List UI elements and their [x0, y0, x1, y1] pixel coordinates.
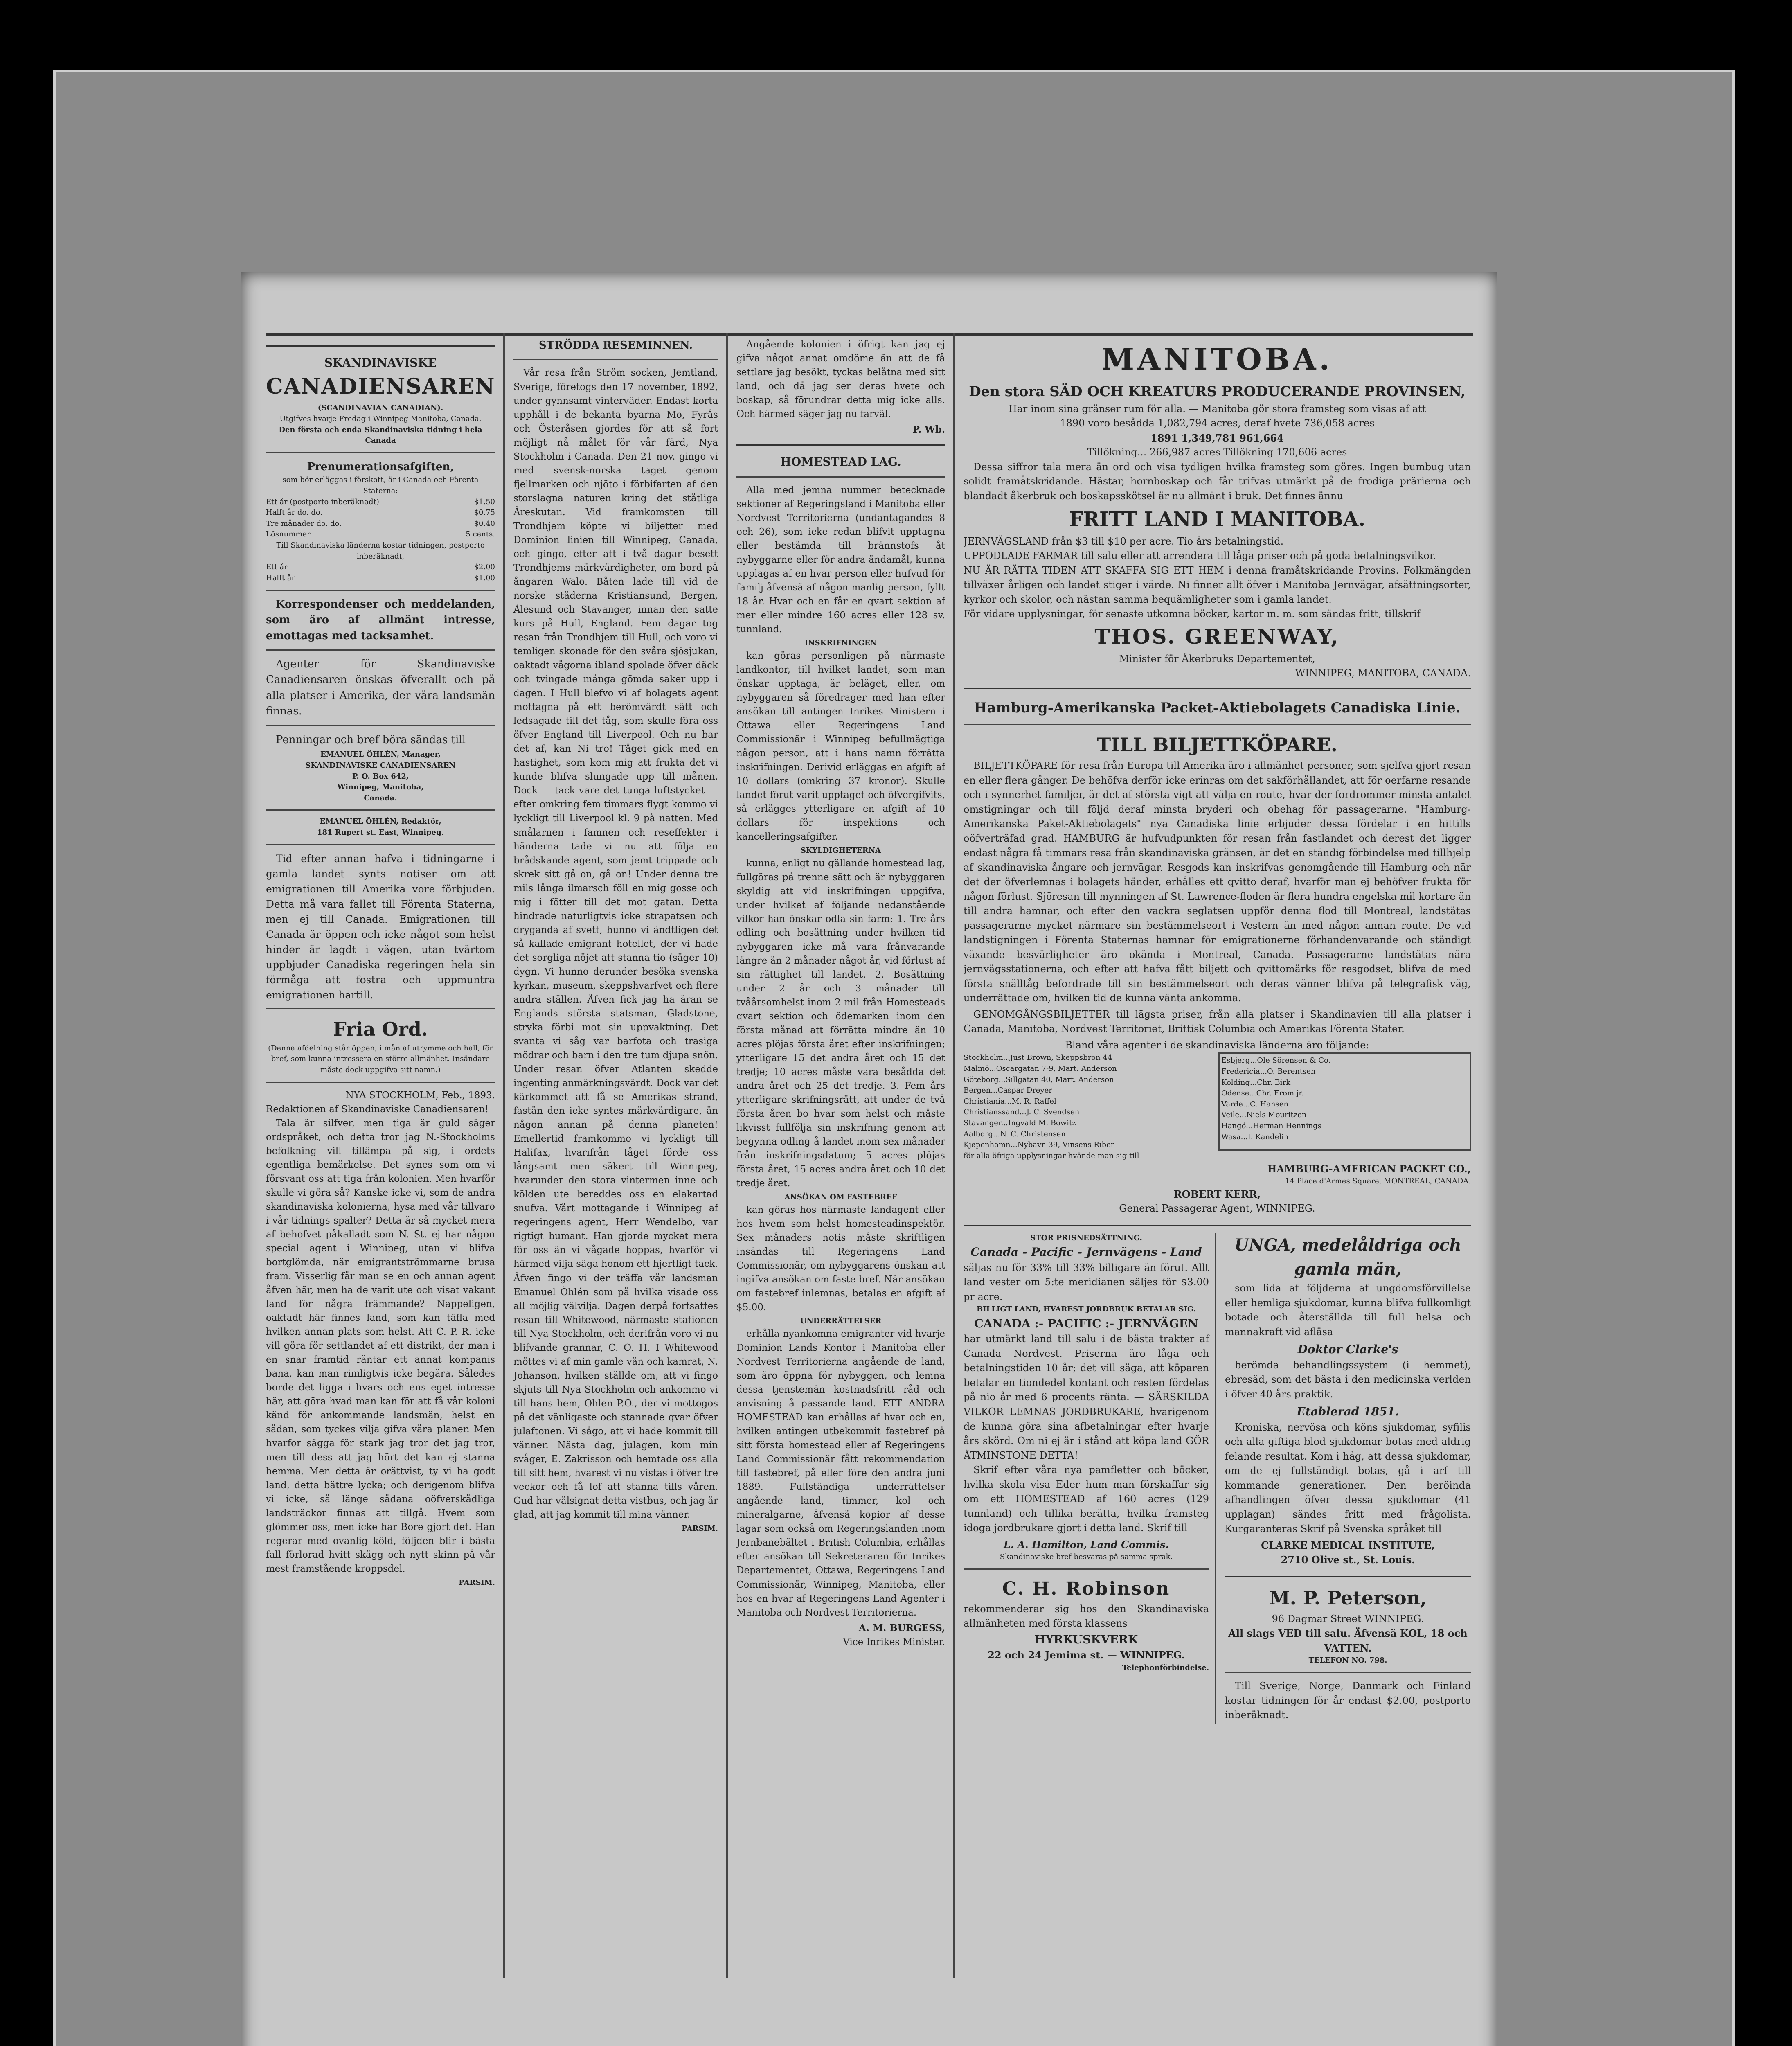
column-rule [726, 333, 728, 1978]
letter-body: Tala är silfver, men tiga är guld säger ordspråket, och detta tror jag N.-Stockholms befolkning vill tillämpa på sig, i ordets egentliga bemärkelse. Det synes som om vi försvant oss att tiga från kolonien. Men hvarför skulle vi göra så? Kanske icke vi, som de andra skandinaviska kolonierna, hysa med vår tillvaro i vår tidnings spalter? Detta är så mycket mera af behofvet påkalladt som N. St. ej har någon special agent i Winnipeg, utan vi blifva bortglömda, när emigrantströmmarne brusa fram. Visserlig får man se en och annan agent åfven här, men ha de varit ute och visat vakant land för några främmande? Nappeligen, oaktadt här finnes land, som kan täfla med hvilken annan plats som helst. Att C. P. R. icke vill göra för settlandet af ett distrikt, der man i en snar framtid räntar ett annat kompanis bana, kan man rimligtvis icke begära. Således borde det ligga i hvars och ens eget intresse här, att göra hvad man kan för att få vår koloni känd för ankommande landsmän, helst en sådan, som tyckes vilja gifva våra planer. Men hvarfor sägga för stark jag tror det jag tror, men till dess att jag hört det kan ej stanna hemma. Men detta är orättvist, ty vi ha godt land, detta bättre lycka; och derigenom blifva vi icke, så länge sådana oöfverskådliga landsträckor finnas att tillgå. Hvem som glömmer oss, men icke har Bore gjort det. Han regerar med ovanlig köld, följden blir i bästa fall förlorad hvitt skägg och nytt skinn på vår mest framstående kroppsdel. [266, 1118, 495, 1574]
article-signature: PARSIM. [682, 1524, 718, 1533]
stor-prisnedsattning: STOR PRISNEDSÄTTNING. [1030, 1233, 1142, 1242]
skyld-heading: SKYLDIGHETERNA [800, 846, 881, 855]
hamburg-line: Hamburg-Amerikanska Packet-Aktiebolagets Canadiska Linie. [974, 699, 1461, 716]
kerr-name: ROBERT KERR, [1173, 1188, 1261, 1200]
greenway-address: WINNIPEG, MANITOBA, CANADA. [1295, 667, 1471, 679]
price-label: Tre månader do. do. [266, 519, 342, 528]
uppodlade: UPPODLADE FARMAR till salu eller att arrendera till låga priser och på goda betalningsvilkor. [964, 550, 1436, 562]
cpr-land-text: säljas nu för 33% till 33% billigare än förut. Allt land vester om 5:te meridianen säljes för $3.00 pr acre. [964, 1262, 1209, 1302]
intro-signature: P. Wb. [912, 424, 945, 435]
agent-entry: Göteborg...Sillgatan 40, Mart. Anderson [964, 1075, 1114, 1084]
price-value: $0.40 [474, 519, 495, 528]
homestead-title: HOMESTEAD LAG. [780, 455, 901, 469]
clarke-name: Doktor Clarke's [1297, 1343, 1398, 1356]
pren-heading: Prenumerationsafgiften, [307, 460, 454, 473]
editor-name: EMANUEL ÖHLÉN, Redaktör, [320, 817, 441, 826]
for-vidare: För vidare upplysningar, för senaste utkomna böcker, kartor m. m. som sändas fritt, tillskrif [964, 608, 1421, 620]
skrif-text: Skrif efter våra nya pamfletter och böcker, hvilka skola visa Eder hum man förskaffar sig om ett HOMESTEAD af 160 acres (129 tunnland) och tillika berätta, hvilka framsteg idoga jordbrukare gjort i detta land. Skrif till [964, 1464, 1209, 1534]
column-rule [503, 333, 505, 1978]
price-list [266, 497, 495, 541]
unga-text: som lida af följderna af ungdomsförvillelse eller hemliga sjukdomar, kunna blifva fullkomligt botade och återställda till full helsa och mannakraft vid afläsa [1225, 1282, 1471, 1338]
fritt-land: FRITT LAND I MANITOBA. [1069, 508, 1365, 531]
manitoba-intro: Har inom sina gränser rum för alla. — Manitoba gör stora framsteg som visas af att [1008, 403, 1426, 415]
ad-area [964, 338, 1471, 1974]
agent-entry: Bergen...Caspar Dreyer [964, 1086, 1052, 1095]
hyrkuskverk: HYRKUSKVERK [1034, 1632, 1138, 1646]
colony-intro: Angående kolonien i öfrigt kan jag ej gifva något annat omdöme än att de få settlare jag besökt, tyckas belåtna med sitt land, och då jag ser deras hvete och boskap, så förundrar detta mig icke alls. Och härmed säger jag nu farväl. [736, 339, 945, 420]
address-line: SKANDINAVISKE CANADIENSAREN [305, 761, 456, 770]
hac-address: 14 Place d'Armes Square, MONTREAL, CANADA. [1285, 1177, 1471, 1186]
jernvagsland: JERNVÄGSLAND från $3 till $10 per acre. Tio års betalningstid. [964, 535, 1284, 547]
under-heading: UNDERRÄTTELSER [800, 1317, 882, 1326]
price-label: Halft år [266, 573, 295, 582]
letter-dateline: NYA STOCKHOLM, Feb., 1893. [345, 1090, 495, 1101]
masthead: SKANDINAVISKE [324, 356, 437, 370]
address-line: Winnipeg, Manitoba, [337, 783, 424, 792]
hyrk-address: 22 och 24 Jemima st. — WINNIPEG. [988, 1649, 1185, 1661]
price-row [266, 518, 495, 530]
telephone-note: Telephonförbindelse. [1122, 1663, 1209, 1672]
price-row [266, 497, 495, 508]
price-row [266, 529, 495, 540]
under-text: erhålla nyankomna emigranter vid hvarje Dominion Lands Kontor i Manitoba eller Nordvest Territorierna angående de land, som äro öppna för nybyggen, och lemna dessa tjenstemän kostnadsfritt råd och anvisning å passande land. ETT ANDRA HOMESTEAD kan erhållas af hvar och en, hvilken antingen utbekommit fastebref på sitt första homestead eller af Regeringens Land Commissionär fått rekommendation till fastebref, på eller före den andra juni 1889. Fullständiga underrättelser angående land, timmer, kol och mineralgarne, åfvensä kopior af desse lagar som också om Regeringslanden inom Jernbanebältet i British Columbia, erhållas efter ansökan till Sekreteraren för Inrikes Departementet, Ottawa, Regeringens Land Commissionär, Winnipeg, Manitoba, eller hos en hvar af Regeringens Land Agenter i Manitoba och Nordvest Territorierna. [736, 1328, 945, 1618]
clarke-ad [1225, 1233, 1471, 1724]
manitoba-title: MANITOBA. [1101, 342, 1333, 376]
robinson-name: C. H. Robinson [1002, 1578, 1171, 1599]
hac-name: HAMBURG-AMERICAN PACKET CO., [1267, 1163, 1471, 1175]
pren-intro: som bör erläggas i förskott, är i Canada och Förenta Staterna: [282, 475, 479, 495]
agent-entry: Veile...Niels Mouritzen [1221, 1111, 1307, 1120]
agent-entry: Aalborg...N. C. Christensen [964, 1129, 1066, 1138]
peterson-text: All slags VED till salu. Äfvensä KOL, 18 och VATTEN. [1228, 1627, 1468, 1654]
cpr-jernvagen-text: har utmärkt land till salu i de bästa trakter af Canada Nordvest. Priserna äro låga och betalningstiden 10 år; det vill säga, att köparen betalar en tiondedel kontant och resten fördelas på nio år med 6 procents ränta. — SÄRSKILDA VILKOR LEMNAS JORDBRUKARE, hvarigenom de kunna göra sina afbetalningar efter hvarje års skörd. Om ni ej är i stånd att köpa land GÖR ÄTMINSTONE DETTA! [964, 1333, 1209, 1461]
price-value: $0.75 [474, 508, 495, 517]
cpr-ad [964, 1233, 1216, 1724]
manitoba-text: Dessa siffror tala mera än ord och visa tydligen hvilka framsteg som göres. Ingen bumbug utan solidt framåtskridande. Hästar, hornboskap och får trifvas utmärkt på de frodiga prärierna och blandadt åkerbruk och boskapsskötsel är nu allmänt i bruk. Det finnes ännu [964, 461, 1471, 502]
billigt-land: BILLIGT LAND, HVAREST JORDBRUK BETALAR SIG. [977, 1305, 1196, 1314]
greenway-title: Minister för Åkerbruks Departementet, [1119, 653, 1315, 665]
column-2 [513, 338, 718, 1974]
scand-price-list [266, 562, 495, 584]
greenway-name: THOS. GREENWAY, [1094, 624, 1340, 649]
column-rule [953, 333, 955, 1978]
genomgang: GENOMGÅNGSBILJETTER till lägsta priser, från alla platser i Skandinavien till alla platser i Canada, Manitoba, Nordvest Territoriet, Brittisk Columbia och Amerikas Förenta Stater. [964, 1008, 1471, 1035]
paper-title: CANADIENSAREN [266, 374, 495, 399]
agent-entry: Stockholm...Just Brown, Skeppsbron 44 [964, 1053, 1112, 1062]
agent-entry: Malmö...Oscargatan 7-9, Mart. Anderson [964, 1064, 1117, 1073]
price-value: $2.00 [474, 563, 495, 572]
price-value: 5 cents. [466, 530, 495, 539]
etablerad: Etablerad 1851. [1297, 1405, 1399, 1419]
cmi-address: 2710 Olive st., St. Louis. [1281, 1554, 1415, 1566]
agent-entry: Stavanger...Ingvald M. Bowitz [964, 1119, 1076, 1128]
price-row [266, 562, 495, 573]
agent-entry: Christiania...M. R. Raffel [964, 1097, 1056, 1106]
biljett-text: BILJETTKÖPARE för resa från Europa till Amerika äro i allmänhet personer, som sjelfva gjort resan en eller flera gånger. De behöfva derför icke erinras om det sakförhållandet, att för oerfarne resande och i synnerhet familjer, är det af största vigt att välja en route, hvar der fordrommer minsta antalet omstigningar och till följd deraf minsta bryderi och obehag för passagerarne. "Hamburg-Amerikanska Paket-Aktiebolagets" nya Canadiska linie erbjuder dessa fördelar i en hittills oöfverträfad grad. HAMBURG är hufvudpunkten för resan från fastlandet och derest det ligger endast några få timmars resa från skandinaviska gränsen, är det en ständig förbindelse med tillhjelp af skandinaviska ångare och jernvägar. Resgods kan inskrifvas genomgående till Hamburg och när det der öfverlemnas i bolagets händer, erhålles ett qvitto deraf, hvarför man ej behöfver frukta för någon förlust. Sjöresan till mynningen af St. Lawrence-floden är flera hundra engelska mil kortare än till andra hamnar, och efter den vackra seglatsen uppför denna flod till Montreal, landstätas passagerarne mycket närmare sin bestämmelseort i Vestern än med någon annan route. De vid landstigningen i Förenta Staternas hamnar för emigrationerne förhandenvarande och ständigt växande besvärligheter äro okända i Montreal, Canada. Passagerarne landstätas nära jernvägsstationerna, och efter att hafva fått biljett och qvittomärks för resgodset, blifva de med första snälltåg befordrade till sin bestämmelseort och deras vänner blifva på telegrafisk väg, underrättade om, hvilken tid de kunna vänta ankomma. [964, 760, 1471, 1004]
fria-ord-title: Fria Ord. [333, 1018, 428, 1040]
article-title: STRÖDDA RESEMINNEN. [538, 339, 693, 352]
article-body: Vår resa från Ström socken, Jemtland, Sverige, företogs den 17 november, 1892, under gynnsamt vinterväder. Endast korta upphåll i de bekanta byarna Mo, Fyrås och Österåsen gjordes för att så fort möjligt nå målet för vår färd, Nya Stockholm i Canada. Den 21 nov. gingo vi med svensk-norska taget genom fjellmarken och njöto i förbifarten af den storslagna naturen kring det ståtliga Åreskutan. Vid framkomsten till Trondhjem köpte vi biljetter med Dominion linien till Winnipeg, Canada, och gingo, efter att i två dagar besett Trondhjems märkvärdigheter, om bord på ångaren Walo. Båten lade till vid de norske städerna Kristiansund, Bergen, Ålesund och Stavanger, innan den satte kurs på Hull, England. Fem dagar tog resan från Trondhjem till Hull, och voro vi temligen skonade för den svåra sjösjukan, oaktadt vågorna ibland spolade öfver däck och tvingade många gömda saker upp i dagen. I Hull blefvo vi af bolagets agent mottagna på ett berömvärdt sätt och ledsagade till det tåg, som skulle föra oss öfver England till Liverpool. Och nu bar det af, kan Ni tro! Tåget gick med en hastighet, som kom mig att frukta det vi kunde blifva slungade upp till månen. Dock — tack vare det tunga luftstycket — efter omkring fem timmars flygt kommo vi lyckligt till Liverpool kl. 9 på natten. Med smålarnen i famnen och reseffekter i händerna tade vi nu att följa en brådskande agent, som jemt trippade och skrek sitt gå on, gå on! Under denna tre mils långa ilmarsch föll en mig gosse och mig i fötter till det mot gatan. Detta hindrade naturligtvis icke strapatsen och dryganda af svett, hunno vi ändtligen det så kallade emigrant hotellet, der vi hade det sorgliga nöjet att stanna tio (säger 10) dygn. Vi hunno derunder besöka svenska kyrkan, museum, skeppshvarfvet och flere andra ställen. Åfven fick jag ha äran se Englands största statsman, Gladstone, stryka förbi mot sin uppvaktning. Det svanta vi såg var barfota och trasiga mödrar och barn i den tre tum djupa snön. Under resan öfver Atlanten skedde ingenting anmärkningsvärdt. Dock var det kärkommet att få se Amerikas strand, fastän den icke syntes märkvärdigare, än någon annan på denna planeten! Emellertid framkommo vi lyckligt till Halifax, hvarifrån tåget förde oss långsamt men säkert till Winnipeg, hvarunder den stora vintermen inne och kölden ute bereddes oss en elakartad snufva. Vårt mottagande i Winnipeg af regeringens agent, Herr Wendelbo, var rigtigt humant. Han gjorde mycket mera för oss än vi vågade hoppas, hvarför vi härmed vilja säga honom ett hjertligt tack. Åfven fingo vi der träffa vår landsman Emanuel Öhlén som på hvilka visade oss all möjlig välvilja. Dagen derpå fortsattes resan till Whitewood, närmaste stationen till Nya Stockholm, och derifrån voro vi nu blifvande grannar, C. O. H. I Whitewood möttes vi af min gamle vän och kamrat, N. Johanson, hvilken ställde om, att vi fingo skjuts till Nya Stockholm och ankommo vi till hans hem, Ohlen P.O., der vi mottogos på det vänligaste och stannade qvar öfver julaftonen. Vi sågo, att vi hade kommit till vänner. Nästa dag, julagen, kom min svåger, E. Zakrisson och hemtade oss alla till sitt hem, hvarest vi nu vistas i öfver tre veckor och få lof att stanna tills våren. Gud har välsignat detta vistbus, och jag är glad, att jag kommit till mina vänner. [513, 367, 718, 1521]
fria-ord-note: (Denna afdelning står öppen, i mån af utrymme och hall, för bref, som kunna intressera en större allmänhet. Insändare måste dock uppgifva sitt namn.) [268, 1043, 493, 1075]
unga-title: UNGA, medelåldriga och gamla män, [1234, 1235, 1461, 1279]
letter-greeting: Redaktionen af Skandinaviske Canadiensaren! [266, 1104, 489, 1115]
agent-entry: Kolding...Chr. Birk [1221, 1078, 1291, 1087]
lower-ads [964, 1233, 1471, 1724]
agent-entry: Christianssand...J. C. Svendsen [964, 1108, 1080, 1117]
column-1 [266, 338, 495, 1974]
inskr-heading: INSKRIFNINGEN [804, 639, 877, 647]
price-value: $1.00 [474, 573, 495, 582]
agent-entry: Odense...Chr. From jr. [1221, 1089, 1304, 1098]
issue-note: Utgifves hvarje Fredag i Winnipeg Manitoba, Canada. [279, 415, 482, 424]
agent-lists [964, 1052, 1471, 1151]
manitoba-subtitle: Den stora SÄD OCH KREATURS PRODUCERANDE PROVINSEN, [969, 383, 1466, 400]
price-label: Ett år [266, 563, 288, 572]
price-label: Halft år do. do. [266, 508, 323, 517]
cpr-land: Canada - Pacific - Jernvägens - Land [970, 1245, 1202, 1259]
top-rule [266, 333, 1473, 336]
korr-note: Korrespondenser och meddelanden, som äro af allmänt intresse, emottagas med tacksamhet. [266, 598, 495, 642]
address-line: P. O. Box 642, [352, 772, 409, 781]
agent-list-right [1218, 1052, 1471, 1151]
burgess-name: A. M. BURGESS, [858, 1622, 945, 1634]
agent-entry: Varde...C. Hansen [1221, 1100, 1289, 1109]
cmi-name: CLARKE MEDICAL INSTITUTE, [1261, 1539, 1435, 1551]
scand-intro: Till Skandinaviska länderna kostar tidningen, postporto inberäknadt, [276, 541, 485, 561]
motto: Den första och enda Skandinaviska tidning i hela Canada [279, 425, 482, 445]
stats-1891: 1891 1,349,781 961,664 [1150, 432, 1284, 444]
price-row [266, 507, 495, 518]
till-biljettkopare: TILL BILJETTKÖPARE. [1097, 733, 1337, 756]
agents-intro: Bland våra agenter i de skandinaviska länderna äro följande: [1065, 1039, 1369, 1051]
cpr-jernvagen: CANADA :- PACIFIC :- JERNVÄGEN [974, 1316, 1198, 1330]
agent-entry: Hangö...Herman Hennings [1221, 1122, 1321, 1131]
letter-signature: PARSIM. [459, 1578, 495, 1587]
agent-entry: Wasa...I. Kandelin [1221, 1132, 1289, 1141]
price-value: $1.50 [474, 497, 495, 506]
payment-note: Penningar och bref böra sändas till [276, 733, 466, 746]
clarke-text: berömda behandlingssystem (i hemmet), ebresäd, som det bästa i den medicinska verlden i öfver 40 års praktik. [1225, 1359, 1471, 1400]
editor-address: 181 Rupert st. East, Winnipeg. [317, 828, 444, 837]
paper-subtitle: (SCANDINAVIAN CANADIAN). [317, 403, 443, 412]
peterson-address: 96 Dagmar Street WINNIPEG. [1272, 1613, 1424, 1625]
address-line: EMANUEL ÖHLÉN, Manager, [320, 750, 441, 759]
agent-list-left [964, 1052, 1210, 1151]
telefon: TELEFON NO. 798. [1308, 1656, 1387, 1665]
hamilton-name: L. A. Hamilton, Land Commis. [1004, 1538, 1169, 1550]
agent-entry: Fredericia...O. Berentsen [1221, 1067, 1316, 1076]
newspaper-page [241, 272, 1497, 2046]
burgess-title: Vice Inrikes Minister. [843, 1636, 945, 1647]
skyld-text: kunna, enligt nu gällande homestead lag, fullgöras på trenne sätt och är nybyggaren skyldig att vid inskrifningen uppgifva, under hvilket af följande nedanstående vilkor han önskar odla sin farm: 1. Tre års odling och bosättning under hvilken tid nybyggaren icke må vara frånvarande längre än 2 månader något år, vid förlust af sin rättighet till landet. 2. Bosättning under 2 år och 3 månader till tvåårsomhelst inom 2 mil från Homesteads qvart sektion och ödemarken inom den första månad att förrätta mindre än 10 acres plöjas första året efter inskrifningen; ytterligare 15 det andra året och 15 det tredje; 10 acres måste vara besådda det andra året och 25 det tredje. 3. Fem års ytterligare skrifningsrätt, att under de två första åren bo hvar som helst och måste likvisst fullfölja sin inskrifning genom att begynna odling å landet inom sex månader från inskrifningsdatum; 5 acres plöjas första året, 15 acres andra året och 10 det tredje året. [736, 858, 945, 1189]
inskr-text: kan göras personligen på närmaste landkontor, till hvilket landet, som man önskar upptaga, är beläget, eller, om nybyggaren så föredrager med han efter ansökan till antingen Inrikes Ministern i Ottawa eller Regeringens Land Commissionär i Winnipeg befullmägtiga någon person, att i hans namn förrätta inskrifningen. Derivid erläggas en afgift af 10 dollars (omkring 37 kronor). Skulle landet förut varit upptaget och öfvergifvits, så erlägges ytterligare en afgift af 10 dollars för inspektions och kancelleringsafgifter. [736, 650, 945, 843]
peterson-name: M. P. Peterson, [1269, 1586, 1427, 1609]
ratta-tiden: NU ÄR RÄTTA TIDEN ATT SKAFFA SIG ETT HEM i denna framåtskridande Provins. Folkmängden tillväxer årligen och landet stiger i värde. Ni finner allt öfver i Manitoba Jernvägar, afsättningsorter, kyrkor och skolor, och nästan samma bequämligheter som i gamla landet. [964, 564, 1471, 605]
agent-entry: Esbjerg...Ole Sörensen & Co. [1221, 1056, 1331, 1065]
price-label: Lösnummer [266, 530, 311, 539]
emigration-article: Tid efter annan hafva i tidningarne i gamla landet synts notiser om att emigrationen till Amerika vore förbjuden. Detta må vara fallet till Förenta Staterna, men ej till Canada. Emigrationen till Canada är öppen och icke något som helst hinder är lagdt i vägen, utan tvärtom uppbjuder Canadiska regeringen hela sin förmåga att fostra och uppmuntra emigrationen härtill. [266, 852, 495, 1001]
price-row [266, 573, 495, 584]
ansokan-heading: ANSÖKAN OM FASTEBREF [784, 1193, 897, 1202]
manager-address [266, 749, 495, 804]
final-note: Till Sverige, Norge, Danmark och Finland kostar tidningen för år endast $2.00, postporto inberäknadt. [1225, 1680, 1471, 1721]
tillokning: Tillökning... 266,987 acres Tillökning 170,606 acres [1087, 446, 1347, 458]
agent-entry: Kjøpenhamn...Nybavn 39, Vinsens Riber [964, 1140, 1114, 1149]
kerr-title: General Passagerar Agent, WINNIPEG. [1119, 1203, 1315, 1215]
ansokan-text: kan göras hos närmaste landagent eller hos hvem som helst homesteadinspektör. Sex månaders notis måste skriftligen insändas till Regeringens Land Commissionär, om nybyggarens önskan att ingifva ansökan om faste bref. När ansökan om fastebref inlemnas, betalas en afgift af $5.00. [736, 1205, 945, 1313]
homestead-text: Alla med jemna nummer betecknade sektioner af Regeringsland i Manitoba eller Nordvest Territorierna (undantagandes 8 och 26), som icke redan blifvit upptagna eller bestämda till brännstofs åt nybyggarne eller för andra ändamål, kunna upplagas af en hvar person eller hufvud för familj åfvensä af någon manlig person, fyllt 18 år. Hvar och en får en qvart sektion af mer eller mindre 160 acres eller 128 sv. tunnland. [736, 484, 945, 635]
further-info: för alla öfriga upplysningar hvände man sig till [964, 1151, 1139, 1160]
etabl-text: Kroniska, nervösa och köns sjukdomar, syfilis och alla giftiga blod sjukdomar botas med aldrig felande resultat. Kom i håg, att dessa sjukdomar, om de ej fullständigt botas, gå i arf till kommande generationer. Den beröinda afhandlingen öfver dessa sjukdomar (41 upplagan) sändes fritt med frågolista. Kurgaranteras Skrif på Svenska språket till [1225, 1421, 1471, 1535]
agent-note: Agenter för Skandinaviske Canadiensaren önskas öfverallt och på alla platser i Amerika, der våra landsmän finnas. [266, 658, 495, 718]
column-3 [736, 338, 945, 1974]
stats-1890: 1890 voro besådda 1,082,794 acres, deraf hvete 736,058 acres [1060, 417, 1375, 429]
hamilton-note: Skandinaviske bref besvaras på samma sprak. [1000, 1553, 1173, 1562]
price-label: Ett år (postporto inberäknadt) [266, 497, 379, 506]
robinson-text: rekommenderar sig hos den Skandinaviska allmänheten med första klassens [964, 1603, 1209, 1629]
address-line: Canada. [364, 793, 397, 802]
